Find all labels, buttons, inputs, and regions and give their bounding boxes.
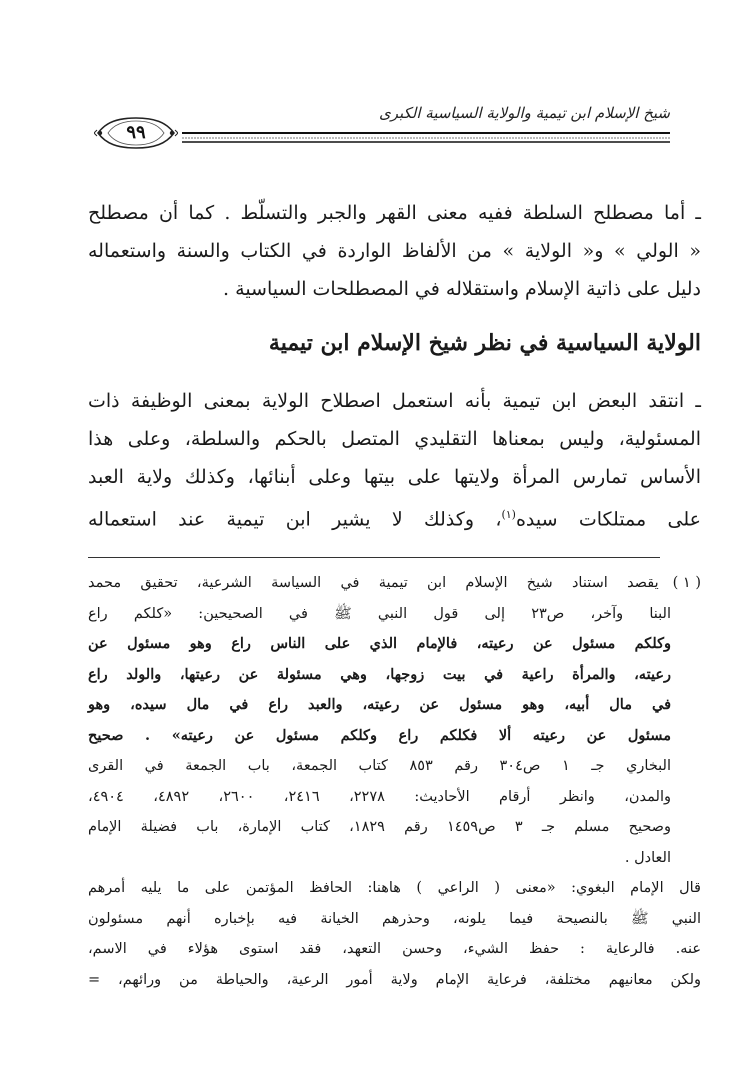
footnotes xyxy=(88,568,701,995)
paragraph-line: الأساس تمارس المرأة ولايتها على بيتها وعلى أبنائها، وكذلك ولاية العبد xyxy=(88,466,701,488)
paragraph-line: ـ أما مصطلح السلطة ففيه معنى القهر والجبر والتسلّط . كما أن مصطلح xyxy=(88,202,701,224)
footnote-line: النبي ﷺ بالنصيحة فيما يلونه، وحذرهم الخيانة فيه بإخباره أنهم مسئولون xyxy=(88,910,701,927)
footnote-text: يقصد استناد شيخ الإسلام ابن تيمية في السياسة الشرعية، تحقيق محمد xyxy=(88,575,659,591)
paragraph-line xyxy=(88,496,701,534)
line-text: على ممتلكات سيده xyxy=(515,508,701,531)
footnote-marker: ( ١ ) xyxy=(672,575,701,591)
paragraph-line: المسئولية، وليس بمعناها التقليدي المتصل بالحكم والسلطة، وعلى هذا xyxy=(88,428,701,450)
footnote-line: والمدن، وانظر أرقام الأحاديث: ٢٢٧٨، ٢٤١٦، ٢٦٠٠، ٤٨٩٢، ٤٩٠٤، xyxy=(88,788,671,805)
footnote-line xyxy=(88,568,701,599)
paragraph-line: « الولي » و« الولاية » من الألفاظ الواردة في الكتاب والسنة واستعماله xyxy=(88,240,701,262)
paragraph-1 xyxy=(88,194,701,308)
footnote-line: وكلكم مسئول عن رعيته، فالإمام الذي على الناس راع وهو مسئول عن xyxy=(88,635,671,652)
footnote-line: البنا وآخر، ص٢٣ إلى قول النبي ﷺ في الصحيحين: «كلكم راع xyxy=(88,605,671,622)
footnote-line: ولكن معانيهم مختلفة، فرعاية الإمام ولاية أمور الرعية، والحياطة من ورائهم، = xyxy=(88,971,701,988)
paragraph-2 xyxy=(88,382,701,534)
section-heading: الولاية السياسية في نظر شيخ الإسلام ابن تيمية xyxy=(268,330,701,356)
footnote-line: وصحيح مسلم جـ ٣ ص١٤٥٩ رقم ١٨٢٩، كتاب الإمارة، باب فضيلة الإمام xyxy=(88,819,671,835)
paragraph-line: ـ انتقد البعض ابن تيمية بأنه استعمل اصطلاح الولاية بمعنى الوظيفة ذات xyxy=(88,390,701,412)
line-text: ، وكذلك لا يشير ابن تيمية عند استعماله xyxy=(88,508,502,531)
footnote-line: في مال أبيه، وهو مسئول عن رعيته، والعبد راع في مال سيده، وهو xyxy=(88,696,671,713)
footnote-line: مسئول عن رعيته ألا فكلكم راع وكلكم مسئول عن رعيته» . صحيح xyxy=(88,726,671,744)
page-header xyxy=(90,100,670,160)
footnote-1-body xyxy=(88,599,701,874)
running-title: شيخ الإسلام ابن تيمية والولاية السياسية الكبرى xyxy=(378,104,670,122)
footnote-2-body xyxy=(88,873,701,995)
footnote-line: قال الإمام البغوي: «معنى ( الراعي ) هاهنا: الحافظ المؤتمن على ما يليه أمرهم xyxy=(88,880,701,896)
footnote-line: البخاري جـ ١ ص٣٠٤ رقم ٨٥٣ كتاب الجمعة، باب الجمعة في القرى xyxy=(88,758,671,774)
footnote-reference[interactable]: (١) xyxy=(501,508,516,521)
footnote-separator xyxy=(88,557,660,558)
page-number: ٩٩ xyxy=(126,122,146,143)
footnote-line: العادل . xyxy=(624,849,671,866)
footnote-line: رعيته، والمرأة راعية في بيت زوجها، وهي مسئولة عن رعيتها، والولد راع xyxy=(88,665,671,683)
paragraph-line: دليل على ذاتية الإسلام واستقلاله في المصطلحات السياسية . xyxy=(223,278,701,300)
footnote-line: عنه. فالرعاية : حفظ الشيء، وحسن التعهد، فقد استوى هؤلاء في الاسم، xyxy=(88,941,701,957)
